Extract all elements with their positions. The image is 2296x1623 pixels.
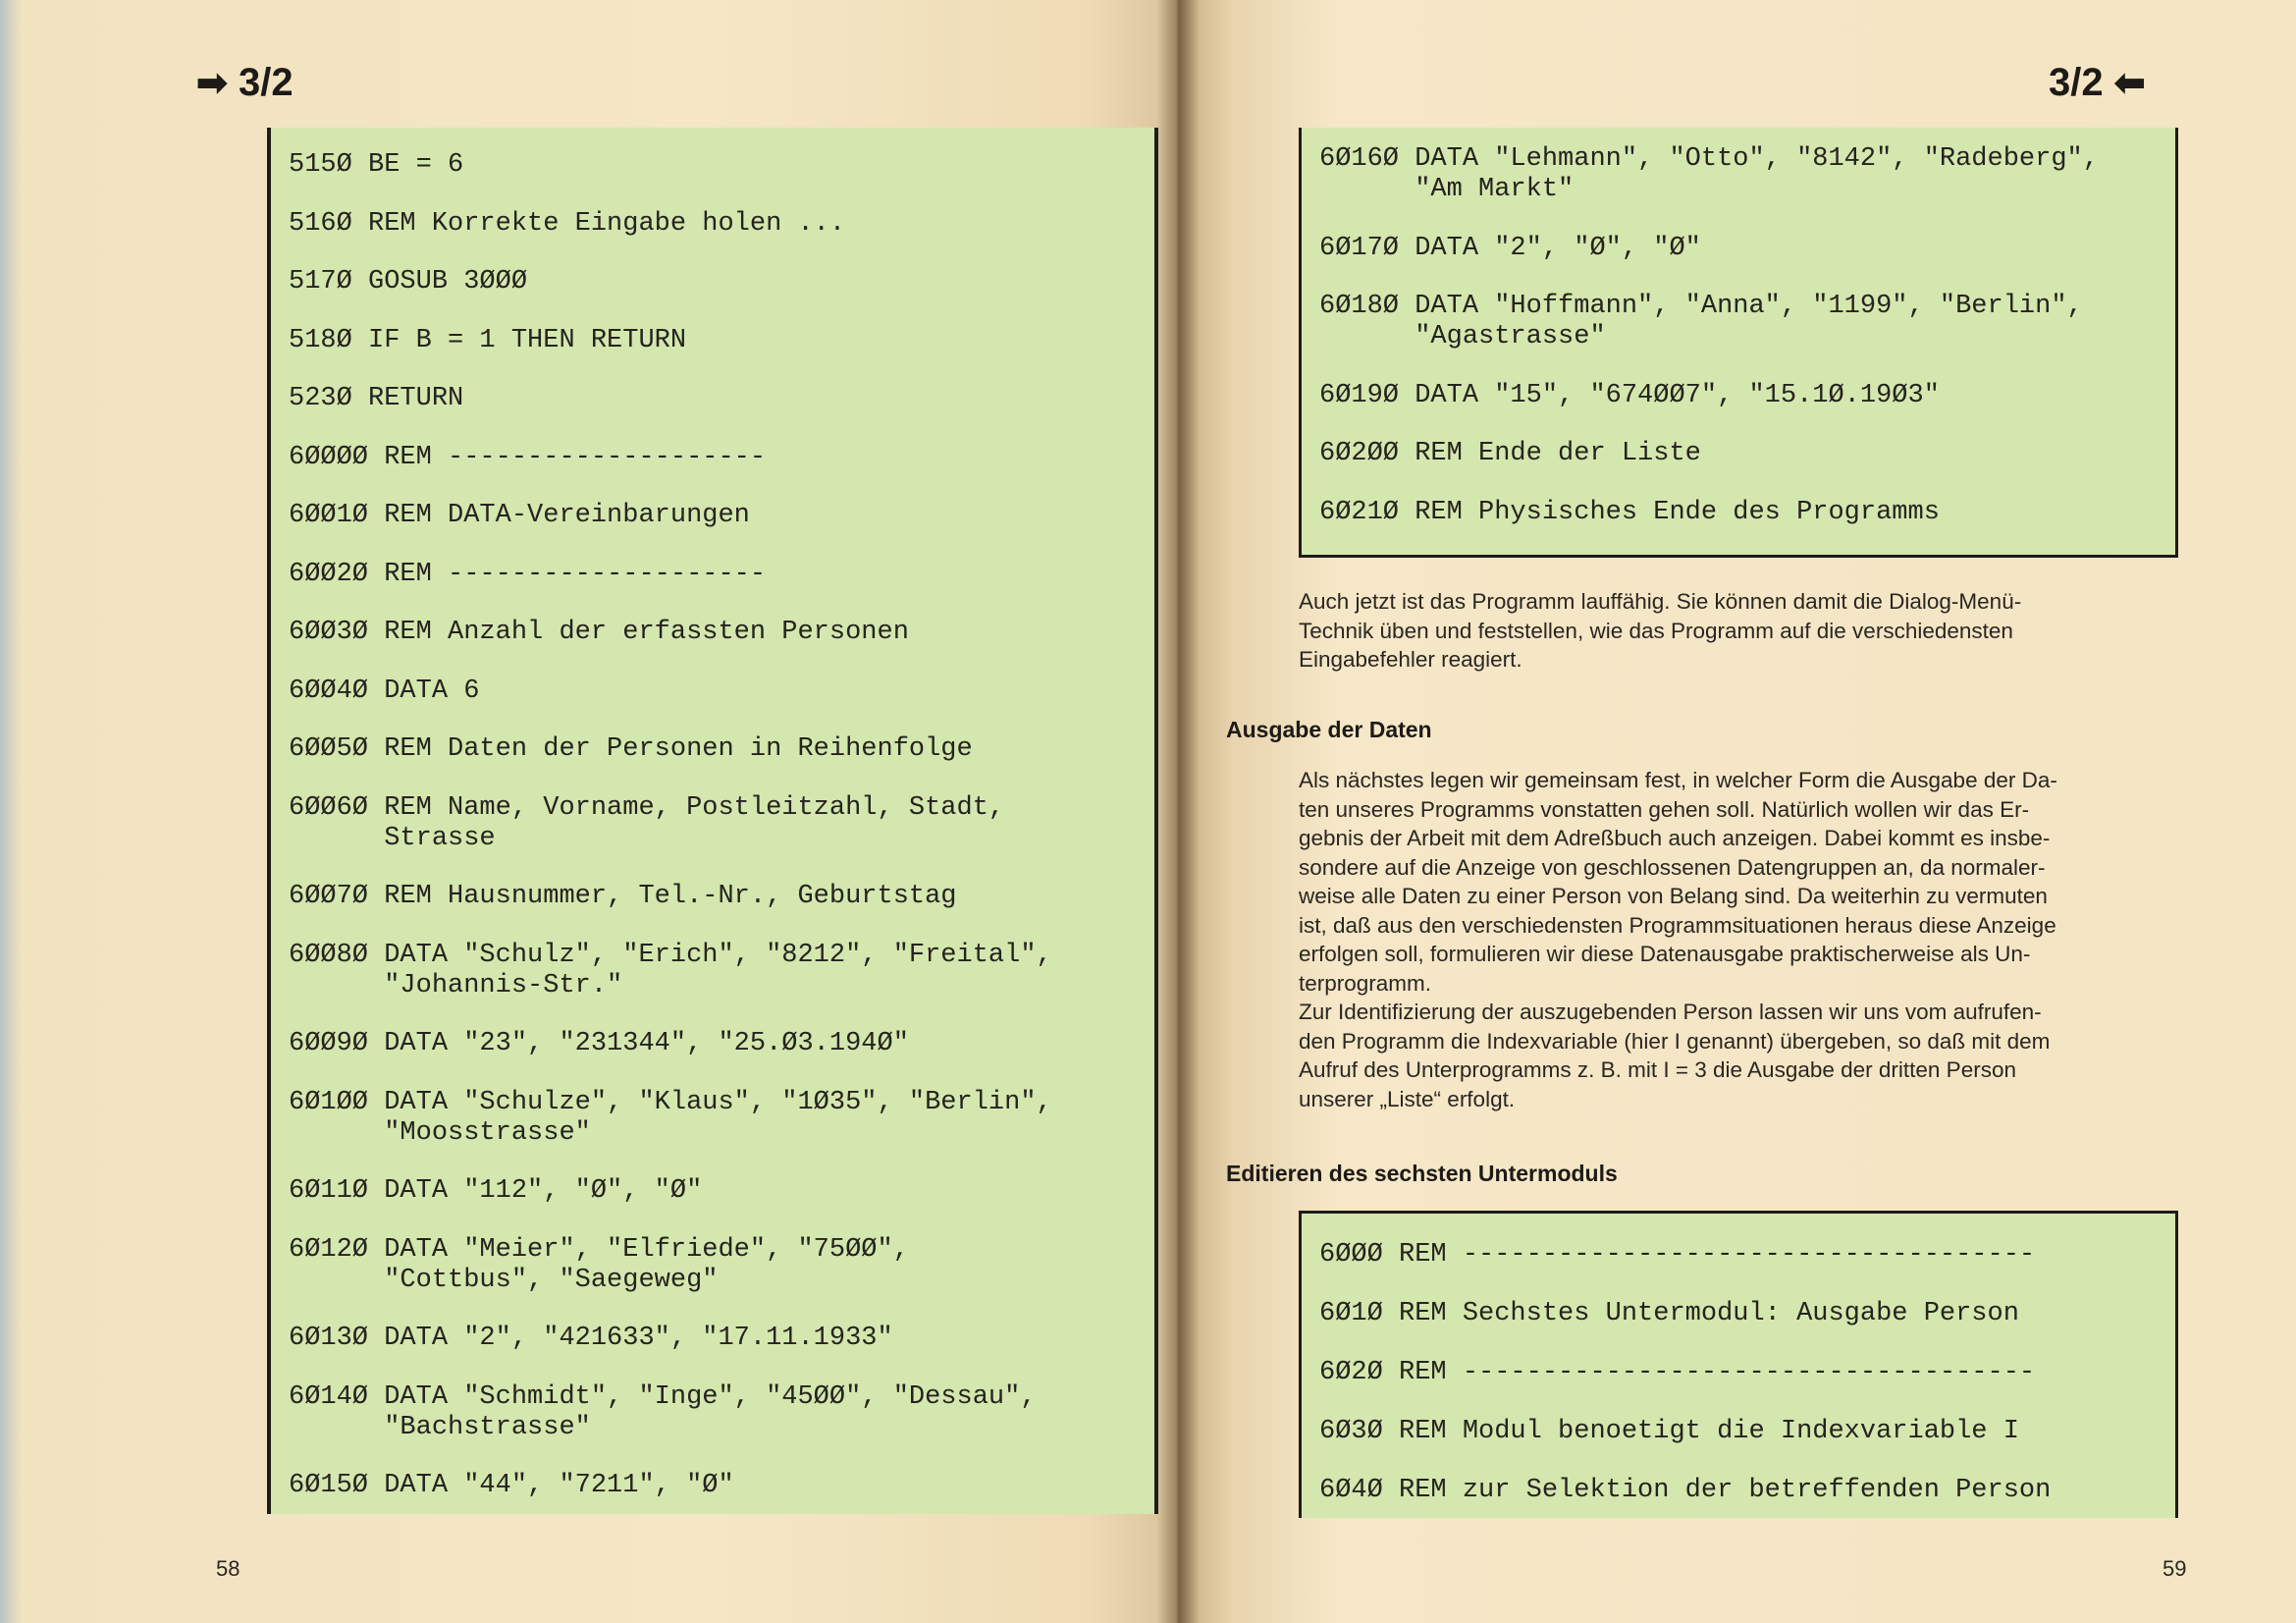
code-line: 6ØØØ REM ------------------------------------ [1319,1240,2036,1270]
code-line: 6Ø4Ø REM zur Selektion der betreffenden Person [1319,1476,2052,1505]
code-line: 6Ø2ØØ REM Ende der Liste [1319,439,1701,468]
text-line: terprogramm. [1299,970,1432,996]
text-line: den Programm die Indexvariable (hier I genannt) übergeben, so daß mit dem [1299,1028,2051,1054]
text-line: Zur Identifizierung der auszugebenden Person lassen wir uns vom aufrufen- [1299,1000,2042,1024]
paragraph-program-runnable [1299,587,2182,675]
paragraph-output-description [1299,766,2182,1113]
code-line: 6ØØØØ REM -------------------- [289,442,767,472]
code-line: 6ØØ5Ø REM Daten der Personen in Reihenfolge [289,734,973,764]
code-line: 6Ø17Ø DATA "2", "Ø", "Ø" [1319,233,1701,263]
code-line: 6Ø12Ø DATA "Meier", "Elfriede", "75ØØ", [289,1234,909,1265]
text-line: unserer „Liste“ erfolgt. [1299,1086,1516,1111]
text-line: Aufruf des Unterprogramms z. B. mit I = 3 die Ausgabe der dritten Person [1299,1057,2016,1082]
code-line: 6Ø13Ø DATA "2", "421633", "17.11.1933" [289,1324,893,1353]
text-line: gebnis der Arbeit mit dem Adreßbuch auch anzeigen. Dabei kommt es insbe- [1299,826,2051,850]
code-line: 6ØØ3Ø REM Anzahl der erfassten Personen [289,618,909,647]
code-line: 6Ø18Ø DATA "Hoffmann", "Anna", "1199", "Berlin", [1319,292,2083,321]
section-marker-left [196,61,294,105]
code-listing-right-bottom [1299,1211,2178,1518]
code-line-continuation: "Cottbus", "Saegeweg" [289,1265,719,1295]
heading-editieren-untermodul: Editieren des sechsten Untermoduls [1226,1161,1618,1186]
code-line: 516Ø REM Korrekte Eingabe holen ... [289,208,846,239]
code-line: 6ØØ9Ø DATA "23", "231344", "25.Ø3.194Ø" [289,1029,909,1058]
code-line: 6Ø3Ø REM Modul benoetigt die Indexvariable I [1319,1417,2019,1446]
code-line: 6ØØ2Ø REM -------------------- [289,559,767,589]
text-line: ist, daß aus den verschiedensten Programmsituationen heraus diese Anzeige [1299,912,2056,938]
code-line-continuation: "Moosstrasse" [289,1117,591,1148]
heading-ausgabe-der-daten: Ausgabe der Daten [1226,717,1432,742]
code-line: 6Ø15Ø DATA "44", "7211", "Ø" [289,1471,734,1500]
code-line-continuation: "Bachstrasse" [289,1412,591,1442]
page-edge [0,0,22,1623]
code-line-continuation: "Johannis-Str." [289,970,623,1001]
code-line: 518Ø IF B = 1 THEN RETURN [289,325,687,355]
section-marker-right [2049,61,2146,105]
text-line: weise alle Daten zu einer Person von Belang sind. Da weiterhin zu vermuten [1299,884,2048,908]
text-line: sondere auf die Anzeige von geschlossenen Datengruppen an, da normaler- [1299,854,2046,880]
section-number: 3/2 [2049,61,2104,104]
text-line: Eingabefehler reagiert. [1299,647,1522,672]
text-line: erfolgen soll, formulieren wir diese Datenausgabe praktischerweise als Un- [1299,942,2031,966]
code-line: 6ØØ6Ø REM Name, Vorname, Postleitzahl, Stadt, [289,792,1005,823]
code-listing-left [267,128,1158,1514]
text-line: Technik üben und feststellen, wie das Programm auf die verschiedensten [1299,618,2013,643]
text-line: ten unseres Programms vonstatten gehen soll. Natürlich wollen wir das Er- [1299,796,2030,822]
arrow-right-icon: ➡ [196,63,228,104]
code-line: 6ØØ8Ø DATA "Schulz", "Erich", "8212", "Freital", [289,940,1052,970]
right-page [1178,0,2296,1623]
code-listing-right-top [1299,128,2178,558]
code-line: 6Ø14Ø DATA "Schmidt", "Inge", "45ØØ", "Dessau", [289,1381,1037,1412]
code-line-continuation: Strasse [289,823,496,853]
code-line-continuation: "Am Markt" [1319,175,1575,204]
arrow-left-icon: ⬅ [2113,63,2146,104]
code-line: 6Ø21Ø REM Physisches Ende des Programms [1319,497,1940,527]
code-line: 6Ø19Ø DATA "15", "674ØØ7", "15.1Ø.19Ø3" [1319,380,1940,410]
text-line: Als nächstes legen wir gemeinsam fest, in welcher Form die Ausgabe der Da- [1299,768,2057,792]
code-line: 6ØØ4Ø DATA 6 [289,676,480,706]
code-line: 6Ø16Ø DATA "Lehmann", "Otto", "8142", "Radeberg", [1319,144,2099,174]
code-line-continuation: "Agastrasse" [1319,322,1606,352]
page-number-right: 59 [2163,1556,2187,1581]
code-line: 515Ø BE = 6 [289,150,464,180]
code-line: 523Ø RETURN [289,384,464,413]
code-line: 6Ø2Ø REM ------------------------------------ [1319,1358,2036,1387]
code-line: 6Ø11Ø DATA "112", "Ø", "Ø" [289,1176,703,1206]
code-line: 6Ø1Ø REM Sechstes Untermodul: Ausgabe Person [1319,1299,2019,1328]
code-line: 6ØØ7Ø REM Hausnummer, Tel.-Nr., Geburtstag [289,882,957,911]
code-line: 6Ø1ØØ DATA "Schulze", "Klaus", "1Ø35", "Berlin", [289,1087,1052,1117]
book-gutter [1156,0,1200,1623]
code-line: 6ØØ1Ø REM DATA-Vereinbarungen [289,501,750,530]
section-number: 3/2 [238,61,294,104]
page-number-left: 58 [216,1556,240,1581]
text-line: Auch jetzt ist das Programm lauffähig. Sie können damit die Dialog-Menü- [1299,589,2022,614]
code-line: 517Ø GOSUB 3ØØØ [289,267,528,297]
